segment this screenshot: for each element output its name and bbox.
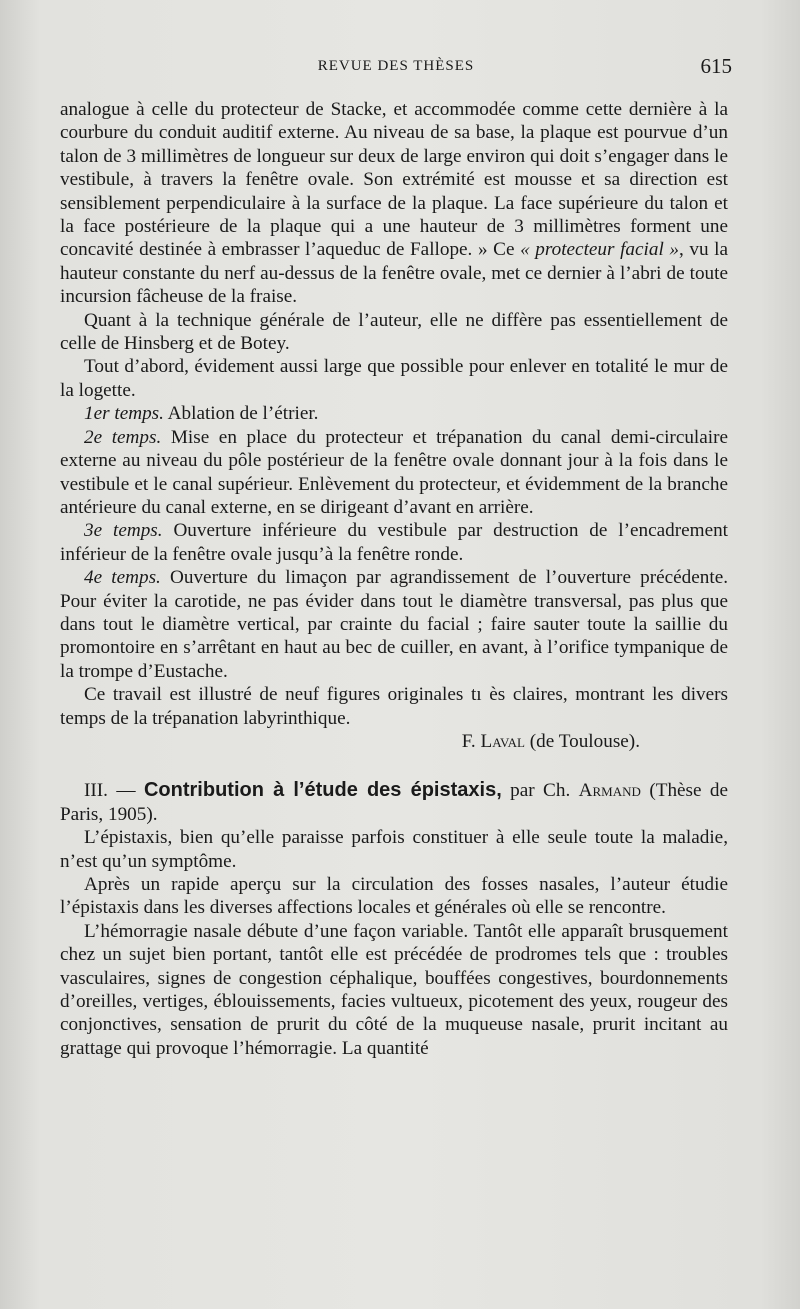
section-title: Contribution à l’étude des épistaxis, bbox=[143, 779, 502, 802]
paragraph-text: analogue à celle du protecteur de Stacke, et accommodée comme cette dernière à la courbure du conduit auditif externe. Au niveau de sa base, la plaque est pourvue d’un talon de 3 millimètres de longueur sur deux de large environ qui doit s’engager dans le vestibule, à travers la fenêtre ovale. Son extrémité est mousse et sa direction est sensiblement perpendiculaire à la surface de la plaque. La face supérieure du talon et la face postérieure de la plaque qui a une hauteur de 3 millimètres forment une concavité destinée à embrasser l’aqueduc de Fallope. » Ce bbox=[60, 99, 728, 261]
section-by: par Ch. bbox=[510, 780, 571, 802]
section-iii bbox=[60, 779, 728, 1060]
step-label: 1er temps. bbox=[84, 403, 164, 425]
step-text: Mise en place du protecteur et trépanation du canal demi-circulaire externe au niveau du pôle postérieur de la fenêtre ovale donnant jour à la fois dans le vestibule et le canal supérieur. Enlèvement du protecteur, et évidemment de la branche antérieure du canal externe, en se dirigeant d’avant en arrière. bbox=[60, 426, 729, 518]
paragraph-evidement: Tout d’abord, évidement aussi large que possible pour enlever en totalité le mur de la logette. bbox=[60, 356, 728, 401]
page-header bbox=[60, 54, 732, 82]
quote-protecteur-facial: « protecteur facial » bbox=[520, 239, 679, 261]
page-body bbox=[60, 98, 728, 1060]
paragraph-protecteur bbox=[60, 98, 728, 309]
step-4 bbox=[60, 566, 728, 683]
paragraph-technique: Quant à la technique générale de l’auteur, elle ne diffère pas essentiellement de celle de Hinsberg et de Botey. bbox=[60, 309, 728, 355]
signature-place: (de Toulouse). bbox=[529, 730, 640, 752]
page-number: 615 bbox=[700, 54, 732, 78]
section-paragraph-circulation: Après un rapide aperçu sur la circulation des fosses nasales, l’auteur étudie l’épistaxis dans les diverses affections locales et générales où elle se rencontre. bbox=[60, 874, 728, 919]
section-number: III. — bbox=[84, 780, 136, 802]
section-author: Armand bbox=[578, 780, 641, 802]
signature bbox=[60, 730, 728, 753]
section-thesis: (Thèse de Paris, 1905). bbox=[60, 780, 729, 825]
step-text: Ablation de l’étrier. bbox=[163, 403, 319, 425]
signature-name: F. Laval bbox=[461, 730, 525, 752]
step-label: 3e temps. bbox=[84, 520, 163, 542]
running-title: REVUE DES THÈSES bbox=[317, 58, 475, 74]
step-text: Ouverture inférieure du vestibule par destruction de l’encadrement inférieur de la fenêtre ovale jusqu’à la fenêtre ronde. bbox=[60, 520, 729, 565]
step-label: 4e temps. bbox=[84, 567, 161, 589]
paragraph-text: , vu la hauteur constante du nerf au-dessus de la fenêtre ovale, met ce dernier à l’abri de toute incursion fâcheuse de la fraise. bbox=[60, 239, 728, 308]
paragraph-closing: Ce travail est illustré de neuf figures originales tı ès claires, montrant les divers temps de la trépanation labyrinthique. bbox=[60, 684, 728, 729]
step-2 bbox=[60, 426, 728, 520]
step-label: 2e temps. bbox=[84, 426, 162, 448]
section-heading bbox=[60, 779, 728, 826]
step-text: Ouverture du limaçon par agrandissement de l’ouverture précédente. Pour éviter la carotide, ne pas évider dans tout le diamètre transversal, pas plus que dans tout le diamètre vertical, par crainte du facial ; faire sauter toute la saillie du promontoire en s’arrêtant en haut au bec de cuiller, en avant, à l’orifice tympanique de la trompe d’Eustache. bbox=[60, 567, 729, 682]
section-paragraph-hemorragie: L’hémorragie nasale débute d’une façon variable. Tantôt elle apparaît brusquement chez un sujet bien portant, tantôt elle est précédée de prodromes tels que : troubles vasculaires, signes de congestion céphalique, bouffées congestives, bourdonnements d’oreilles, vertiges, éblouissements, facies vultueux, picotement des yeux, rougeur des conjonctives, sensation de prurit du côté de la muqueuse nasale, prurit incitant au grattage qui provoque l’hémorragie. La quantité bbox=[60, 920, 728, 1059]
section-paragraph-symptome: L’épistaxis, bien qu’elle paraisse parfois constituer à elle seule toute la maladie, n’est qu’un symptôme. bbox=[60, 827, 728, 872]
step-1 bbox=[60, 402, 728, 425]
step-3 bbox=[60, 519, 728, 566]
